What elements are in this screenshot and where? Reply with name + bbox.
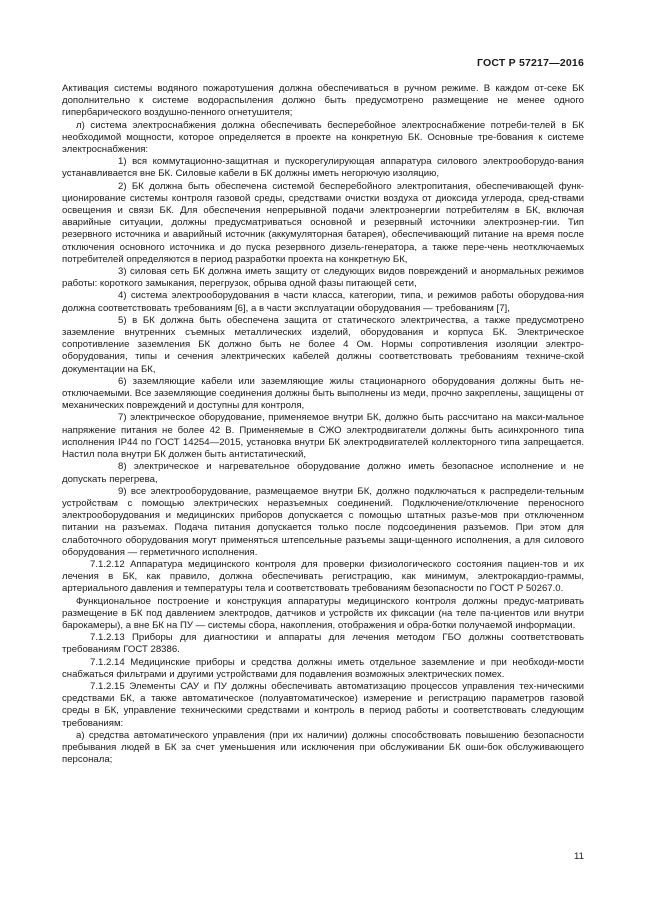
paragraph: 2) БК должна быть обеспечена системой бесперебойного электропитания, обеспечивающей функ-ционирование системы контроля газовой среды, средствами очистки воздуха от диоксида углерода, сред-ствами освещения и связи БК. Для обеспечения непрерывной подачи электроэнергии потребителям в БК, включая аварийные ситуации, должны предусматриваться основной и резервный источники электроэнер-гии. Тип резервного источника и аварийный источник (аккумуляторная батарея), обеспечивающий питание на время после отключения основного источника и до пуска резервного дизель-генератора, а также пере-чень неотключаемых потребителей определяются в период разработки проекта на конкретную БК, bbox=[62, 180, 584, 265]
paragraph: 7.1.2.15 Элементы САУ и ПУ должны обеспечивать автоматизацию процессов управления тех-ническими средствами БК, а также автоматическое (полуавтоматическое) измерение и регистрацию параметров газовой среды в БК, управление техническими средствами и контроль в период работы и соответствовать следующим требованиям: bbox=[62, 680, 584, 729]
paragraph: 1) вся коммутационно-защитная и пускорегулирующая аппаратура силового электрооборудо-вания устанавливается вне БК. Силовые кабели в БК должны иметь негорючую изоляцию, bbox=[62, 156, 584, 180]
paragraph: Функциональное построение и конструкция аппаратуры медицинского контроля должны предус-матривать размещение в БК под давлением электродов, датчиков и устройств их фиксации (на теле па-циентов или внутри барокамеры), а вне БК на ПУ — системы сбора, накопления, отображения и обра-ботки получаемой информации. bbox=[62, 595, 584, 631]
paragraph: 8) электрическое и нагревательное оборудование должно иметь безопасное исполнение и не допускать перегрева, bbox=[62, 461, 584, 485]
paragraph: 9) все электрооборудование, размещаемое внутри БК, должно подключаться к распредели-тельным устройствам с помощью электрических неразъемных соединений. Подключение/отключение переносного электрооборудования и медицинских приборов допускается с помощью штатных разъе-мов при отключенном питании на разъемах. Подача питания допускается только после подсоединения разъемов. При этом для слаботочного оборудования могут применяться штепсельные разъемы защи-щенного исполнения, а для силового оборудования — герметичного исполнения. bbox=[62, 485, 584, 558]
document-body bbox=[62, 83, 584, 766]
page-number: 11 bbox=[574, 851, 584, 862]
paragraph: 5) в БК должна быть обеспечена защита от статического электричества, а также предусмотрено заземление внутренних съемных металлических изделий, оборудования и корпуса БК. Электрическое сопротивление заземления БК должно быть не более 4 Ом. Нормы сопротивления изоляции электро-оборудования, типы и сечения электрических кабелей должны соответствовать требованиям техниче-ской документации на БК, bbox=[62, 314, 584, 375]
paragraph: 7) электрическое оборудование, применяемое внутри БК, должно быть рассчитано на макси-мальное напряжение питания не более 42 В. Применяемые в СЖО электродвигатели должны быть асинхронного типа исполнения IP44 по ГОСТ 14254—2015, установка внутри БК электродвигателей коллекторного типа запрещается. Настил пола внутри БК должен быть антистатический, bbox=[62, 412, 584, 461]
paragraph: 6) заземляющие кабели или заземляющие жилы стационарного оборудования должны быть не-отключаемыми. Все заземляющие соединения должны быть выполнены из меди, прочно закреплены, защищены от механических повреждений и доступны для контроля, bbox=[62, 375, 584, 412]
document-code-header: ГОСТ Р 57217—2016 bbox=[476, 57, 584, 69]
paragraph: 7.1.2.13 Приборы для диагностики и аппараты для лечения методом ГБО должны соответствовать требованиям ГОСТ 28386. bbox=[62, 632, 584, 656]
paragraph: 3) силовая сеть БК должна иметь защиту от следующих видов повреждений и анормальных режимов работы: короткого замыкания, перегрузок, обрыва одной фазы питающей сети, bbox=[62, 266, 584, 290]
paragraph: а) средства автоматического управления (при их наличии) должны способствовать повышению безопасности пребывания людей в БК за счет уменьшения или исключения при обслуживании БК оши-бок обслуживающего персонала; bbox=[62, 729, 584, 766]
paragraph: 7.1.2.12 Аппаратура медицинского контроля для проверки физиологического состояния пациен-тов и их лечения в БК, как правило, должна обеспечивать регистрацию, как минимум, электрокардио-граммы, артериального давления и температуры тела и соответствовать требованиям безопасности по ГОСТ Р 50267.0. bbox=[62, 558, 584, 595]
paragraph: 7.1.2.14 Медицинские приборы и средства должны иметь отдельное заземление и при необходи-мости снабжаться фильтрами и другими устройствами для подавления возможных электрических помех. bbox=[62, 656, 584, 680]
paragraph: Активация системы водяного пожаротушения должна обеспечиваться в ручном режиме. В каждом от-секе БК дополнительно к системе водораспыления должно быть предусмотрено размещение не менее одного гипербарического воздушно-пенного огнетушителя; bbox=[62, 83, 584, 119]
paragraph: л) система электроснабжения должна обеспечивать бесперебойное электроснабжение потреби-телей в БК необходимой мощности, которое определяется в проекте на конкретную БК. Основные тре-бования к системе электроснабжения: bbox=[62, 119, 584, 156]
paragraph: 4) система электрооборудования в части класса, категории, типа, и режимов работы оборудова-ния должна соответствовать требованиям [6], а в части эксплуатации оборудования — требованиям [7], bbox=[62, 290, 584, 314]
